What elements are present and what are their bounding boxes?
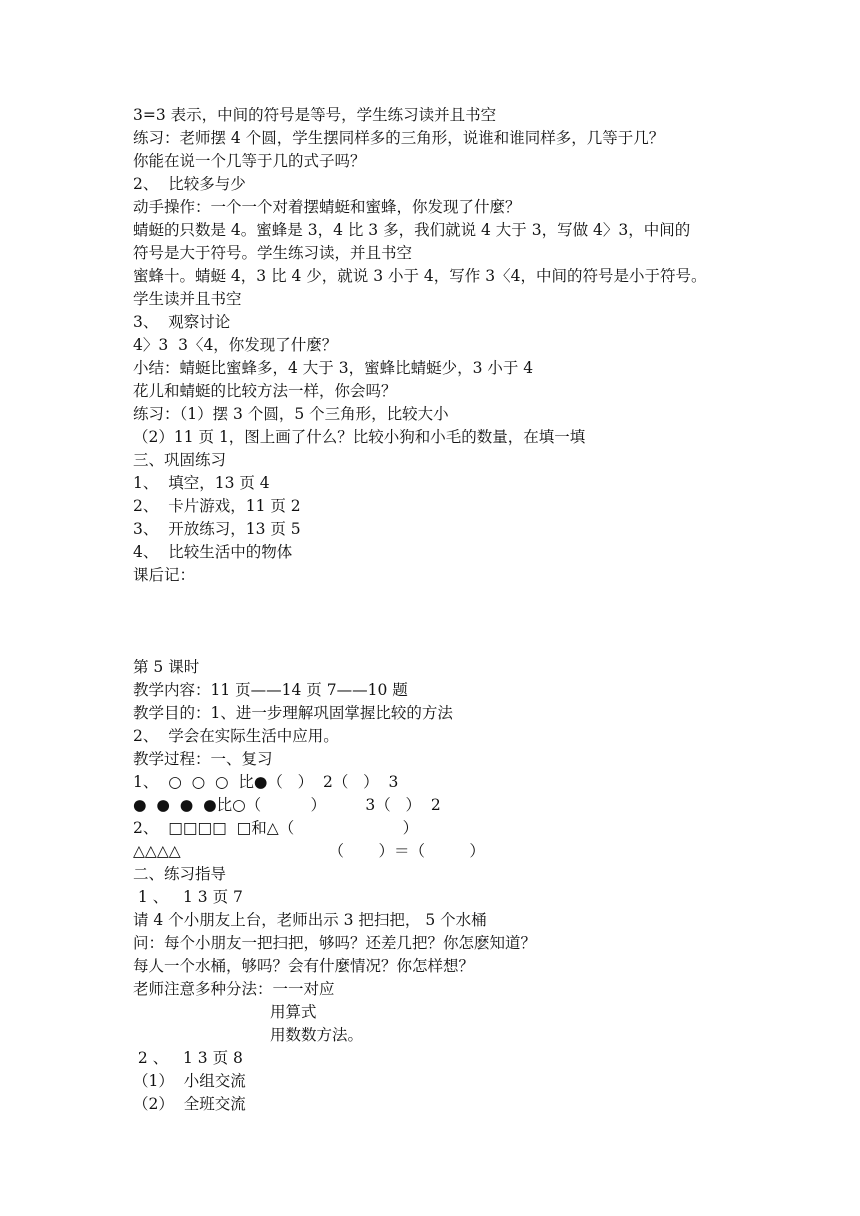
- text-line: 老师注意多种分法：一一对应: [133, 980, 335, 998]
- text-line: 花儿和蜻蜓的比较方法一样，你会吗？: [133, 382, 397, 400]
- text-line: 3、 开放练习，13 页 5: [133, 520, 301, 538]
- text-line: 二、练习指导: [133, 865, 227, 883]
- text-line: 2、 比较多与少: [133, 175, 246, 193]
- text-line: 学生读并且书空: [133, 290, 242, 308]
- text-line: 1、 ○ ○ ○ 比●（ ） 2（ ） 3: [133, 773, 399, 791]
- text-line: 用算式: [270, 1003, 317, 1021]
- text-line: 练习：（1）摆 3 个圆，5 个三角形，比较大小: [133, 405, 449, 423]
- text-line: 2、 卡片游戏，11 页 2: [133, 497, 301, 515]
- text-line: 符号是大于符号。学生练习读，并且书空: [133, 244, 413, 262]
- text-line: 用数数方法。: [270, 1026, 364, 1044]
- text-line: 动手操作：一个一个对着摆蜻蜓和蜜蜂，你发现了什麼？: [133, 198, 521, 216]
- text-line: 教学目的：1、进一步理解巩固掌握比较的方法: [133, 704, 453, 722]
- text-line: 教学内容：11 页——14 页 7——10 题: [133, 681, 408, 699]
- text-line: 4〉3 3〈4，你发现了什麼？: [133, 336, 338, 354]
- text-line: 2、 □□□□ □和△（ ）: [133, 819, 419, 837]
- text-line: 问：每个小朋友一把扫把，够吗？还差几把？你怎麽知道？: [133, 934, 537, 952]
- text-line: 教学过程：一、复习: [133, 750, 273, 768]
- text-line: ● ● ● ●比○（ ） 3（ ） 2: [133, 796, 441, 814]
- text-line: 1、 填空，13 页 4: [133, 474, 270, 492]
- text-line: 1 、 1 3 页 7: [133, 888, 243, 906]
- text-line: （2）11 页 1，图上画了什么？比较小狗和小毛的数量，在填一填: [133, 428, 586, 446]
- text-line: 3、 观察讨论: [133, 313, 231, 331]
- text-line: （2） 全班交流: [133, 1095, 246, 1113]
- text-line: 第 5 课时: [133, 658, 200, 676]
- text-line: 请 4 个小朋友上台，老师出示 3 把扫把， 5 个水桶: [133, 911, 487, 929]
- text-line: 课后记：: [133, 566, 196, 584]
- text-line: 小结：蜻蜓比蜜蜂多，4 大于 3，蜜蜂比蜻蜓少，3 小于 4: [133, 359, 534, 377]
- text-line: 你能在说一个几等于几的式子吗？: [133, 152, 366, 170]
- text-line: 三、巩固练习: [133, 451, 227, 469]
- text-line: 2 、 1 3 页 8: [133, 1049, 243, 1067]
- text-line: △△△△ （ ）＝（ ）: [133, 842, 485, 860]
- text-line: 4、 比较生活中的物体: [133, 543, 293, 561]
- text-line: （1） 小组交流: [133, 1072, 246, 1090]
- text-line: 蜻蜓的只数是 4。蜜蜂是 3，4 比 3 多，我们就说 4 大于 3，写做 4〉3，中间的: [133, 221, 691, 239]
- text-line: 每人一个水桶，够吗？会有什麼情况？你怎样想？: [133, 957, 475, 975]
- text-line: 3=3 表示，中间的符号是等号，学生练习读并且书空: [133, 106, 497, 124]
- text-line: 2、 学会在实际生活中应用。: [133, 727, 339, 745]
- text-line: 蜜蜂十。蜻蜓 4，3 比 4 少，就说 3 小于 4，写作 3〈4，中间的符号是小于符号。: [133, 267, 707, 285]
- text-line: 练习：老师摆 4 个圆，学生摆同样多的三角形，说谁和谁同样多，几等于几？: [133, 129, 665, 147]
